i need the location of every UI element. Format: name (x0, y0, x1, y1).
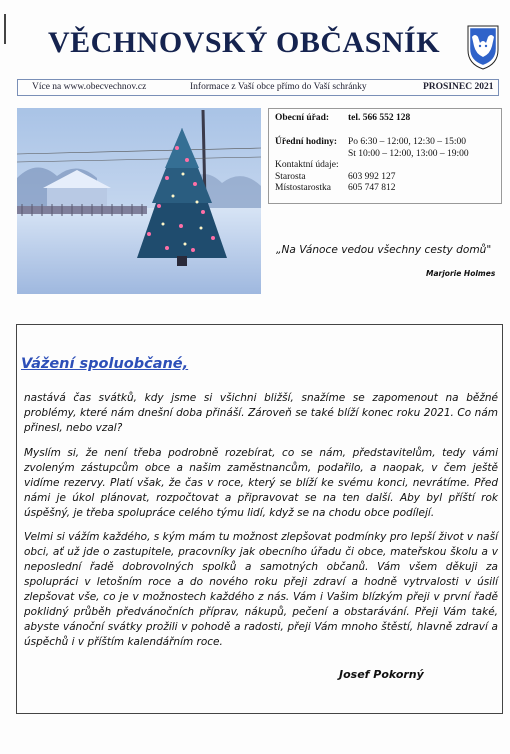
info-bar (17, 79, 499, 96)
hours-wednesday: St 10:00 – 12:00, 13:00 – 19:00 (348, 148, 469, 159)
tagline-text: Informace z Vaší obce přímo do Vaší schránky (190, 82, 367, 92)
quote-author: Marjorie Holmes (426, 269, 496, 278)
letter-greeting: Vážení spoluobčané, (21, 356, 189, 372)
scan-edge-mark (4, 14, 6, 44)
snowy-christmas-tree-photo (17, 108, 261, 294)
mayor-label: Starosta (275, 171, 306, 182)
mayor-letter (16, 324, 503, 714)
website-text: Více na www.obecvechnov.cz (32, 82, 147, 92)
letter-paragraph: Myslím si, že není třeba podrobně rozebírat, co se nám, představitelům, tedy vámi zvoleným zástupcům obce a našim zaměstnancům, podařilo, a naopak, v čem ještě vidíme rezervy. Platí však, že čas v roce, který se blíží ke svému konci, nevrátíme. Před námi je úkol plánovat, rozpočtovat a připravovat se na ten další. Aby byl příští rok úspěšný, je třeba spolupráce celého týmu lidí, když se na chodu obce podílejí. (24, 447, 498, 519)
village-coat-of-arms-icon (466, 24, 500, 70)
letter-paragraph: nastává čas svátků, kdy jsme si všichni bližší, snažíme se zapomenout na běžné problémy, které nám dnešní doba přináší. Zároveň se také blíží konec roku 2021. Co nám přinesl, nebo vzal? (24, 392, 498, 434)
contacts-label: Kontaktní údaje: (275, 160, 339, 170)
mayor-phone: 603 992 127 (348, 171, 396, 182)
issue-date: PROSINEC 2021 (423, 82, 494, 92)
hours-label: Úřední hodiny: (275, 137, 338, 147)
letter-paragraph: Velmi si vážím každého, s kým mám tu možnost zlepšovat podmínky pro lepší život v naší obci, ať už jde o zastupitele, pracovníky jak obecního úřadu či obce, mateřskou školu a v neposlední řadě dobrovolných spolků a samotných občanů. Vám všem děkuji za spolupráci v letošním roce a do nového roku přeji zdraví a hodně vytrvalosti v úsilí zlepšovat vše, co je v možnostech každého z nás. Vám i Vašim blízkým přeji v první řadě poklidný průběh předvánočních příprav, nákupů, pečení a obstarávání. Přeji Vám také, abyste vánoční svátky prožili v pohodě a radosti, přeji Vám mnoho štěstí, hlavně zdraví a úspěchů i v příštím kalendářním roce. (24, 531, 498, 648)
christmas-quote: „Na Vánoce vedou všechny cesty domů" (276, 244, 492, 256)
deputy-phone: 605 747 812 (348, 183, 396, 193)
office-label: Obecní úřad: (275, 113, 330, 123)
hours-monday: Po 6:30 – 12:00, 12:30 – 15:00 (348, 137, 466, 147)
deputy-label: Místostarostka (275, 183, 331, 193)
contact-box (268, 108, 502, 204)
office-phone: tel. 566 552 128 (348, 113, 411, 123)
newsletter-title: VĚCHNOVSKÝ OBČASNÍK (48, 26, 441, 59)
letter-signature: Josef Pokorný (339, 668, 424, 681)
